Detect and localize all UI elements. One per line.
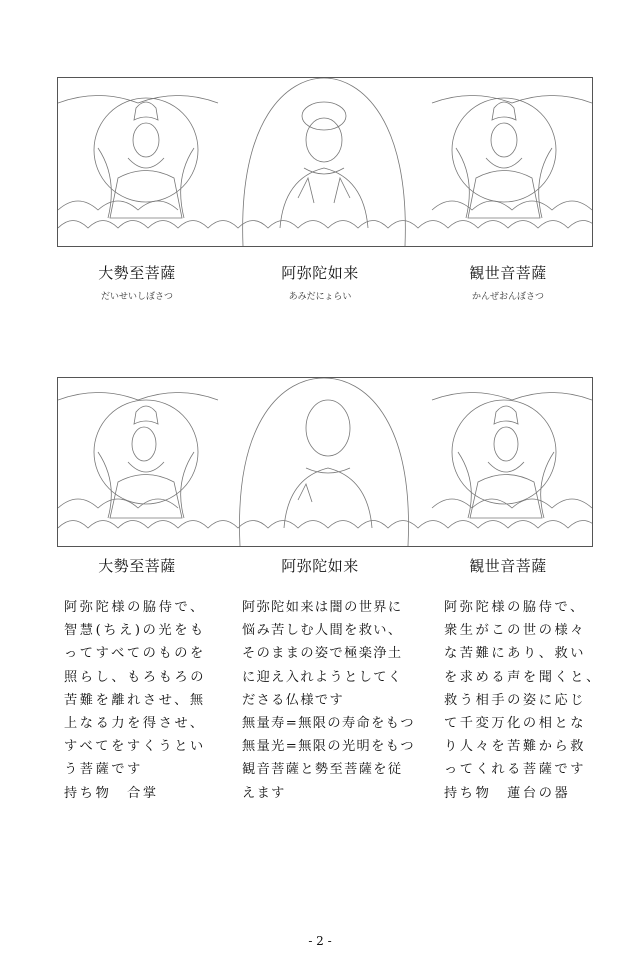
description-center xyxy=(242,596,415,805)
figure-name-left: 大勢至菩薩 xyxy=(98,264,176,282)
bodhisattva-left xyxy=(98,406,194,518)
description-right xyxy=(444,596,602,805)
halo-right xyxy=(452,98,556,202)
figure-reading-left: だいせいしぼさつ xyxy=(100,292,173,302)
halo-left xyxy=(94,400,198,504)
desc-line: ださる仏様です xyxy=(242,692,345,708)
bodhisattva-left xyxy=(98,102,194,218)
desc-line: 阿弥陀様の脇侍で、 xyxy=(64,600,206,615)
desc-line: て千変万化の相とな xyxy=(444,716,587,732)
figure-name-right: 観世音菩薩 xyxy=(469,264,547,282)
figure-reading-center: あみだにょらい xyxy=(288,292,352,302)
desc-line: 無量寿=無限の寿命をもつ xyxy=(242,716,415,732)
bodhisattva-right xyxy=(456,102,552,218)
desc-line: 智慧(ちえ)の光をも xyxy=(64,623,206,639)
desc-line: 無量光=無限の光明をもつ xyxy=(242,739,415,755)
page-number: - 2 - xyxy=(308,934,332,948)
desc-line: を求める声を聞くと、 xyxy=(444,669,602,685)
halo-right xyxy=(452,400,556,504)
desc-line: り人々を苦難から救 xyxy=(444,739,587,755)
desc-line: 救う相手の姿に応じ xyxy=(444,692,587,708)
buddha-center xyxy=(280,102,368,228)
desc-line: な苦難にあり、救い xyxy=(444,646,587,662)
bodhisattva-right xyxy=(458,406,554,518)
halo-center xyxy=(240,378,409,546)
desc-line: 阿弥陀如来は闇の世界に xyxy=(242,600,403,615)
figure-name-center-2: 阿弥陀如来 xyxy=(281,557,359,575)
desc-line: 悩み苦しむ人間を救い、 xyxy=(242,623,403,639)
figure-name-left-2: 大勢至菩薩 xyxy=(98,557,176,575)
desc-line: 持ち物 合掌 xyxy=(64,785,159,801)
buddha-center xyxy=(284,400,372,528)
desc-line: そのままの姿で極楽浄土 xyxy=(242,646,403,662)
illustration-panel-bottom xyxy=(57,377,593,547)
desc-line: 衆生がこの世の様々 xyxy=(444,623,587,639)
desc-line: 観音菩薩と勢至菩薩を従 xyxy=(242,762,403,778)
desc-line: えます xyxy=(242,785,286,801)
desc-line: ってくれる菩薩です xyxy=(444,762,587,778)
desc-line: ってすべてのものを xyxy=(64,646,206,662)
illustration-panel-top xyxy=(57,77,593,247)
desc-line: う菩薩です xyxy=(64,762,143,778)
figure-reading-right: かんぜおんぼさつ xyxy=(471,292,544,302)
desc-line: に迎え入れようとしてく xyxy=(242,669,403,685)
figure-name-center: 阿弥陀如来 xyxy=(281,264,359,282)
desc-line: 上なる力を得させ、 xyxy=(64,716,206,732)
desc-line: 照らし、もろもろの xyxy=(64,669,207,685)
description-left xyxy=(64,596,206,805)
cloud-band xyxy=(58,221,592,229)
desc-line: 持ち物 蓮台の器 xyxy=(444,785,571,801)
halo-left xyxy=(94,98,198,202)
desc-line: すべてをすくうとい xyxy=(64,739,206,755)
desc-line: 苦難を離れさせ、無 xyxy=(64,692,206,708)
desc-line: 阿弥陀様の脇侍で、 xyxy=(444,600,586,615)
cloud-band xyxy=(58,521,592,529)
figure-name-right-2: 観世音菩薩 xyxy=(469,557,547,575)
